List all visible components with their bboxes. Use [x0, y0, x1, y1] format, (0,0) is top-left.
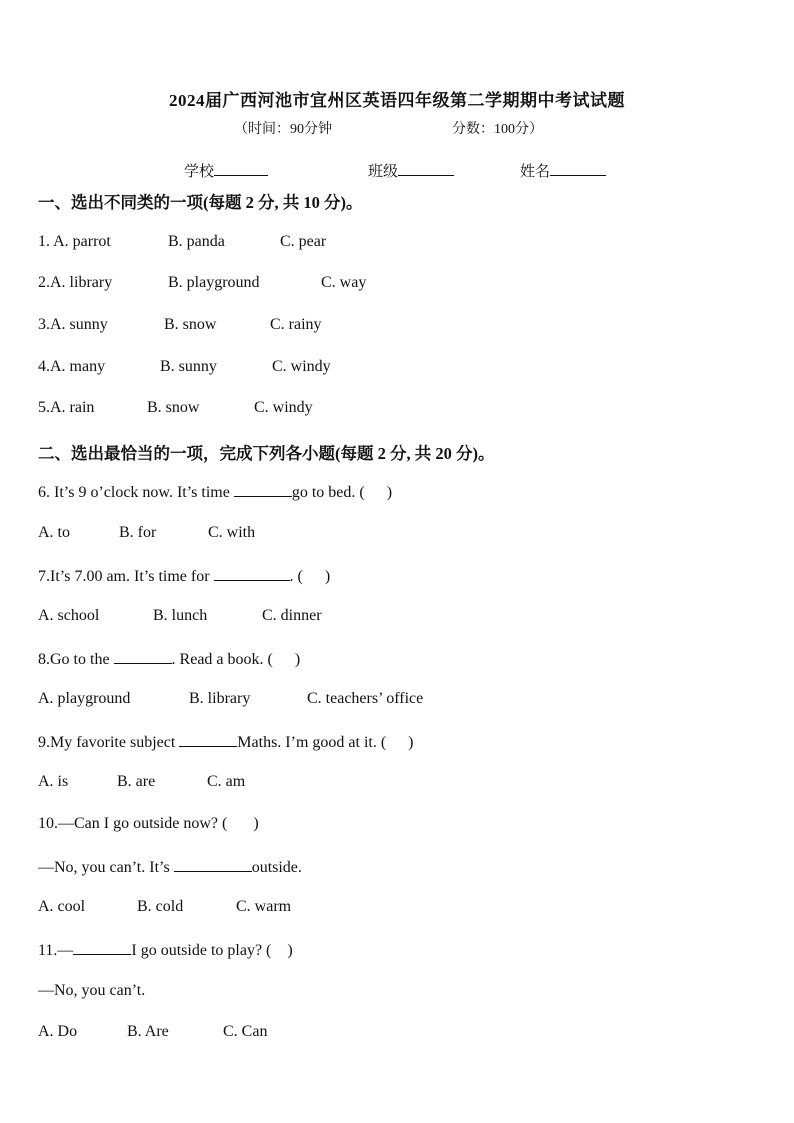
reply-text-end: outside. [251, 859, 302, 876]
name-blank [550, 161, 606, 176]
option-c: C. windy [254, 399, 313, 416]
exam-title: 2024届广西河池市宜州区英语四年级第二学期期中考试试题 [169, 91, 625, 110]
question-6-options [38, 524, 255, 542]
question-text-end: . ( [289, 568, 303, 585]
option-b: B. panda [168, 233, 225, 250]
question-3 [38, 316, 322, 334]
option-a: A. to [38, 524, 70, 541]
class-blank [398, 161, 454, 176]
option-c: C. teachers’ office [307, 690, 424, 707]
question-8 [38, 649, 300, 669]
option-b: B. snow [164, 316, 217, 333]
question-4 [38, 358, 331, 376]
option-a: A. cool [38, 898, 86, 915]
question-text-end: go to bed. ( [291, 484, 365, 501]
option-b: B. playground [168, 274, 260, 291]
question-10-options [38, 898, 291, 916]
close-paren: ) [294, 651, 301, 668]
exam-time: （时间：90分钟 [234, 122, 332, 137]
question-11-options [38, 1023, 267, 1041]
option-a: 4.A. many [38, 358, 106, 375]
question-text: 11.— [38, 942, 74, 959]
question-7 [38, 566, 330, 586]
question-text: 8.Go to the [38, 651, 114, 668]
exam-score: 分数：100分） [452, 122, 543, 137]
section-2-heading: 二、选出最恰当的一项，完成下列各小题(每题 2 分, 共 20 分)。 [38, 444, 495, 463]
answer-blank [234, 482, 292, 497]
option-c: C. Can [223, 1023, 268, 1040]
name-field [520, 160, 606, 181]
question-1 [38, 233, 326, 251]
option-b: B. snow [147, 399, 200, 416]
question-6 [38, 482, 392, 502]
option-a: 2.A. library [38, 274, 113, 291]
question-text-end: . Read a book. ( [171, 651, 273, 668]
option-a: 5.A. rain [38, 399, 95, 416]
question-9 [38, 732, 414, 752]
option-a: A. is [38, 773, 69, 790]
question-9-options [38, 773, 245, 791]
option-a: A. playground [38, 690, 131, 707]
question-7-options [38, 607, 322, 625]
question-text: 6. It’s 9 o’clock now. It’s time [38, 484, 234, 501]
name-label: 姓名 [520, 164, 551, 180]
question-text: 10.—Can I go outside now? ( [38, 815, 228, 832]
question-11-reply: —No, you can’t. [38, 982, 146, 999]
option-b: B. for [119, 524, 157, 541]
question-text: 9.My favorite subject [38, 734, 180, 751]
answer-blank [174, 857, 252, 872]
option-a: 3.A. sunny [38, 316, 108, 333]
class-field [368, 160, 454, 181]
section-1-heading: 一、选出不同类的一项(每题 2 分, 共 10 分)。 [38, 193, 363, 212]
option-b: B. are [117, 773, 156, 790]
close-paren: ) [386, 484, 393, 501]
school-blank [214, 161, 268, 176]
question-5 [38, 399, 313, 417]
option-a: A. Do [38, 1023, 78, 1040]
option-c: C. dinner [262, 607, 322, 624]
close-paren: ) [324, 568, 331, 585]
option-b: B. sunny [160, 358, 217, 375]
answer-blank [114, 649, 172, 664]
option-c: C. pear [280, 233, 327, 250]
question-11 [38, 940, 293, 960]
option-b: B. lunch [153, 607, 208, 624]
close-paren: ) [287, 942, 293, 959]
question-text-end: Maths. I’m good at it. ( [237, 734, 387, 751]
answer-blank [214, 566, 290, 581]
question-10-reply [38, 857, 302, 877]
option-b: B. Are [127, 1023, 169, 1040]
question-2 [38, 274, 366, 292]
answer-blank [73, 940, 131, 955]
option-c: C. with [208, 524, 256, 541]
option-c: C. am [207, 773, 246, 790]
reply-text: —No, you can’t. It’s [38, 859, 174, 876]
option-a: 1. A. parrot [38, 233, 111, 250]
question-10 [38, 815, 259, 833]
question-text: 7.It’s 7.00 am. It’s time for [38, 568, 214, 585]
question-8-options [38, 690, 423, 708]
option-c: C. warm [236, 898, 292, 915]
option-b: B. cold [137, 898, 184, 915]
school-field [184, 160, 268, 181]
question-text-end: I go outside to play? ( [131, 942, 272, 959]
answer-blank [179, 732, 237, 747]
close-paren: ) [408, 734, 414, 751]
school-label: 学校 [184, 164, 215, 180]
close-paren: ) [253, 815, 259, 832]
option-c: C. rainy [270, 316, 322, 333]
option-c: C. windy [272, 358, 331, 375]
option-c: C. way [321, 274, 367, 291]
option-b: B. library [189, 690, 251, 707]
option-a: A. school [38, 607, 100, 624]
class-label: 班级 [368, 164, 399, 180]
